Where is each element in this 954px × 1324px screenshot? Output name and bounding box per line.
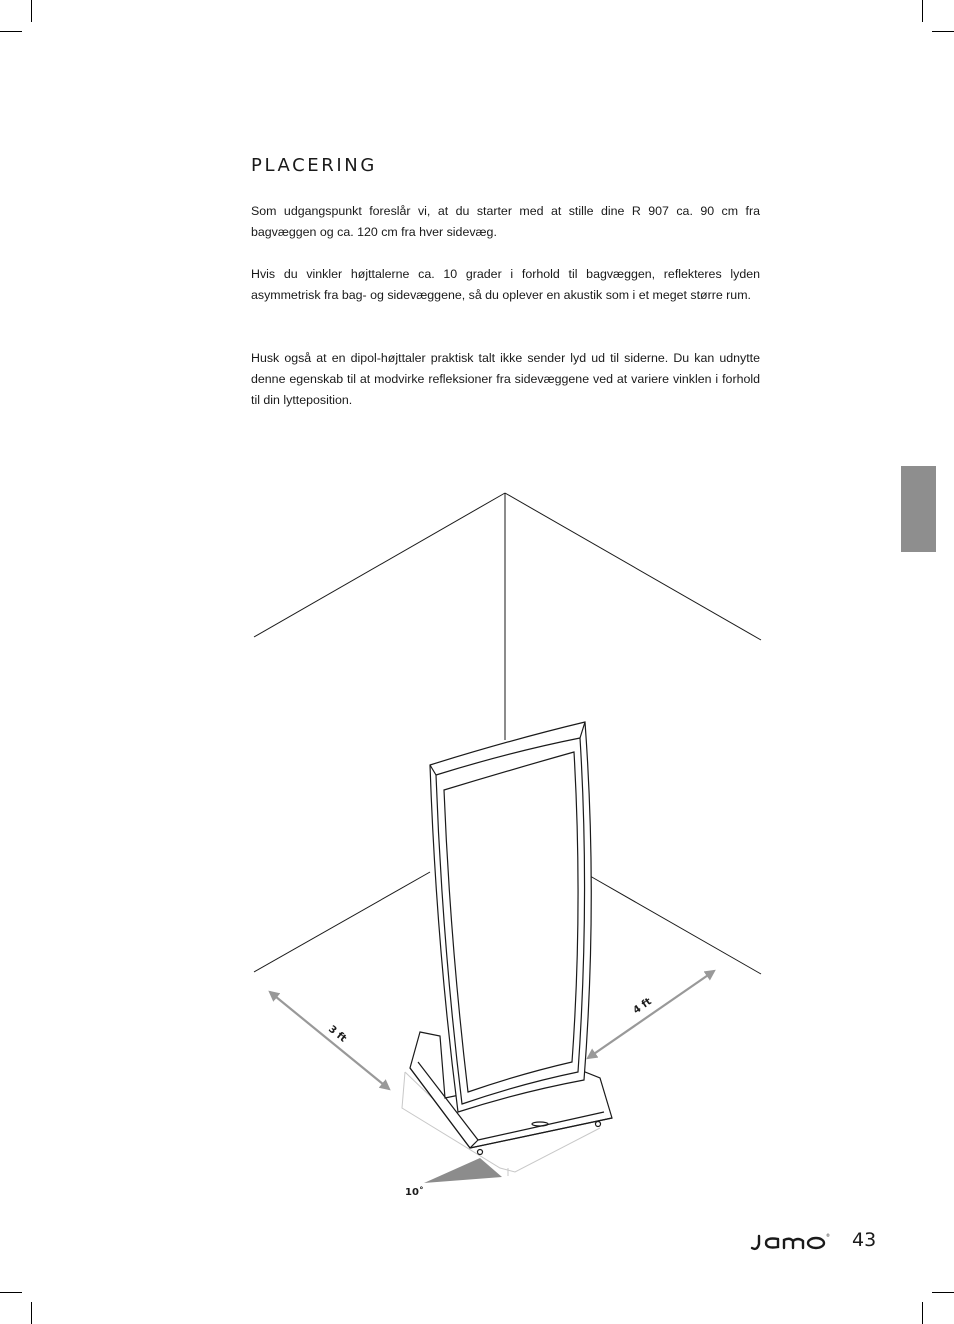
- paragraph-2: Hvis du vinkler højttalerne ca. 10 grader i forhold til bagvæggen, reflekteres lyden asymmetrisk fra bag- og sidevæggene, så du oplever en akustik som i et meget større rum.: [251, 267, 760, 302]
- page-title: PLACERING: [251, 155, 377, 176]
- angle-label: 10˚: [405, 1187, 424, 1198]
- distance-label-4ft: 4 ft: [631, 996, 654, 1017]
- page-number: 43: [852, 1229, 877, 1251]
- paragraph-1: Som udgangspunkt foreslår vi, at du starter med at stille dine R 907 ca. 90 cm fra bagvæggen og ca. 120 cm fra hver sidevæg.: [251, 204, 760, 239]
- paragraph-3: Husk også at en dipol-højttaler praktisk talt ikke sender lyd ud til siderne. Du kan udnytte denne egenskab til at modvirke refleksioner fra sidevæggene ved at variere vinklen i forhold til din lytteposition.: [251, 351, 760, 407]
- distance-label-3ft: 3 ft: [326, 1023, 349, 1045]
- room-ceiling-lines: [254, 493, 761, 740]
- svg-text:®: ®: [826, 1233, 830, 1238]
- jamo-logo: [748, 1229, 830, 1255]
- speaker-panel: [430, 722, 591, 1112]
